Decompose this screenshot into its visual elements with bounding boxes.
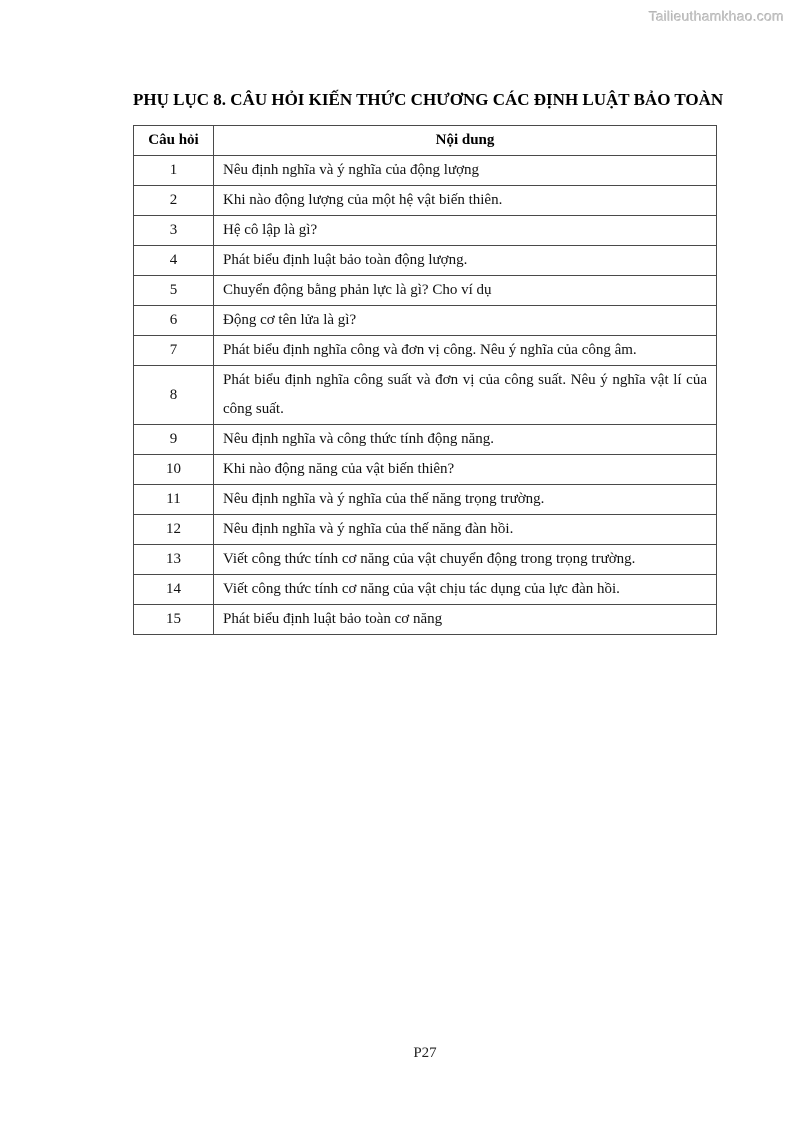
table-body [134, 156, 717, 635]
watermark-text: Tailieuthamkhao.com [648, 8, 784, 24]
header-row [134, 126, 717, 156]
question-number-cell: 15 [134, 605, 214, 635]
table-row [134, 485, 717, 515]
question-content-cell: Phát biểu định nghĩa công và đơn vị công. Nêu ý nghĩa của công âm. [214, 336, 717, 366]
question-number-cell: 8 [134, 366, 214, 425]
table-row [134, 455, 717, 485]
question-content-cell: Chuyển động bằng phản lực là gì? Cho ví dụ [214, 276, 717, 306]
table-row [134, 425, 717, 455]
header-cell-cau-hoi: Câu hỏi [134, 126, 214, 156]
table-row [134, 336, 717, 366]
question-content-cell: Phát biểu định luật bảo toàn cơ năng [214, 605, 717, 635]
question-content-cell: Phát biểu định nghĩa công suất và đơn vị của công suất. Nêu ý nghĩa vật lí của công suất. [214, 366, 717, 425]
question-number-cell: 6 [134, 306, 214, 336]
page-number: P27 [413, 1045, 437, 1061]
question-number-cell: 7 [134, 336, 214, 366]
table-row [134, 545, 717, 575]
table-row [134, 216, 717, 246]
question-content-cell: Viết công thức tính cơ năng của vật chuyển động trong trọng trường. [214, 545, 717, 575]
table-row [134, 246, 717, 276]
table-row [134, 366, 717, 425]
table-row [134, 605, 717, 635]
question-number-cell: 5 [134, 276, 214, 306]
question-number-cell: 10 [134, 455, 214, 485]
table-row [134, 186, 717, 216]
question-number-cell: 11 [134, 485, 214, 515]
question-content-cell: Nêu định nghĩa và ý nghĩa của động lượng [214, 156, 717, 186]
question-content-cell: Khi nào động lượng của một hệ vật biến thiên. [214, 186, 717, 216]
question-content-cell: Nêu định nghĩa và ý nghĩa của thế năng trọng trường. [214, 485, 717, 515]
table-row [134, 276, 717, 306]
table-row [134, 156, 717, 186]
header-cell-noi-dung: Nội dung [214, 126, 717, 156]
question-content-cell: Động cơ tên lửa là gì? [214, 306, 717, 336]
page-title: PHỤ LỤC 8. CÂU HỎI KIẾN THỨC CHƯƠNG CÁC ĐỊNH LUẬT BẢO TOÀN [133, 90, 724, 109]
question-content-cell: Nêu định nghĩa và công thức tính động năng. [214, 425, 717, 455]
question-number-cell: 9 [134, 425, 214, 455]
question-number-cell: 2 [134, 186, 214, 216]
question-content-cell: Nêu định nghĩa và ý nghĩa của thế năng đàn hồi. [214, 515, 717, 545]
question-content-cell: Viết công thức tính cơ năng của vật chịu tác dụng của lực đàn hồi. [214, 575, 717, 605]
questions-table [133, 125, 717, 635]
question-content-cell: Phát biểu định luật bảo toàn động lượng. [214, 246, 717, 276]
question-number-cell: 14 [134, 575, 214, 605]
question-number-cell: 1 [134, 156, 214, 186]
question-number-cell: 4 [134, 246, 214, 276]
question-number-cell: 13 [134, 545, 214, 575]
question-content-cell: Khi nào động năng của vật biến thiên? [214, 455, 717, 485]
question-content-cell: Hệ cô lập là gì? [214, 216, 717, 246]
table-row [134, 515, 717, 545]
table-row [134, 575, 717, 605]
table-header [134, 126, 717, 156]
question-number-cell: 3 [134, 216, 214, 246]
table-row [134, 306, 717, 336]
question-number-cell: 12 [134, 515, 214, 545]
